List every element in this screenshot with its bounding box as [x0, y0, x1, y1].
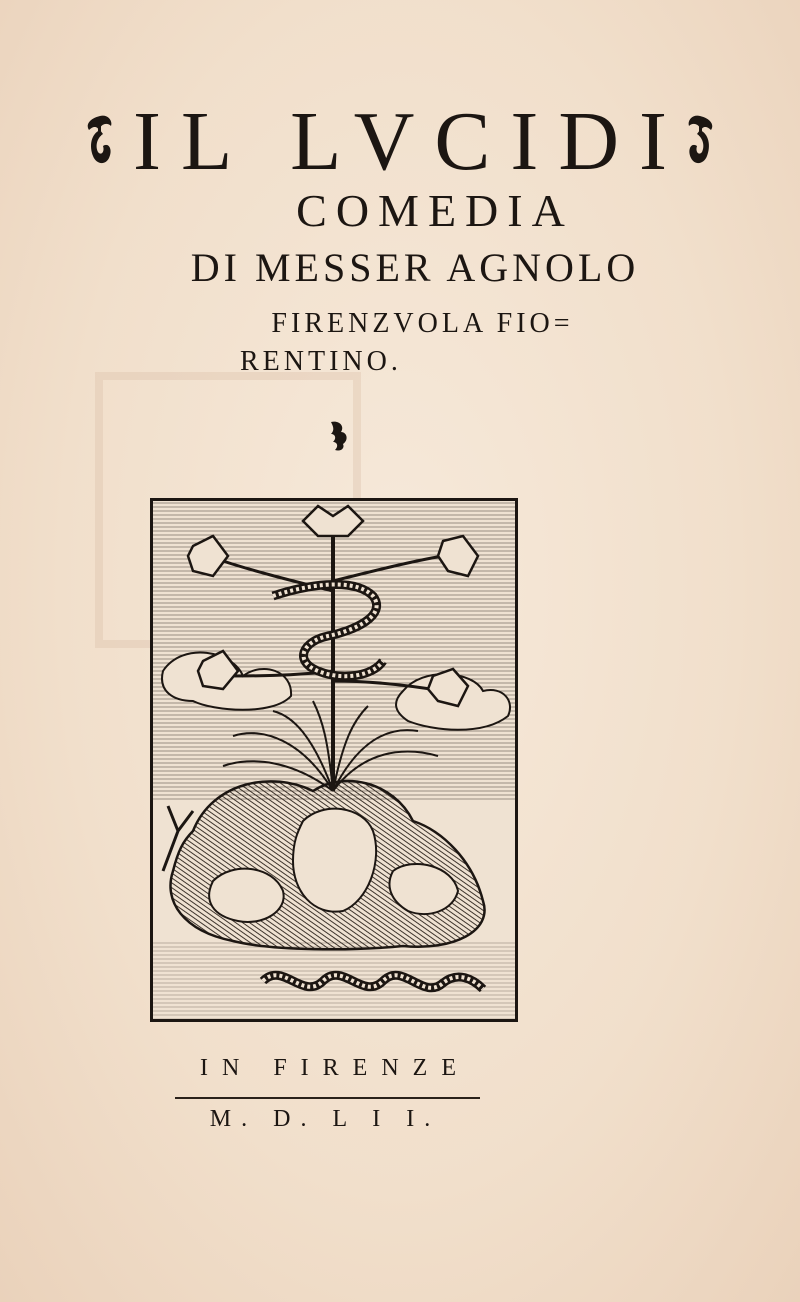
book-title: IL LVCIDI: [132, 95, 688, 188]
subtitle-surname: FIRENZVOLA FIO=: [271, 308, 574, 339]
subtitle-author: DI MESSER AGNOLO: [190, 245, 640, 290]
subtitle-origin: RENTINO.: [240, 346, 402, 377]
fleuron-icon: [681, 112, 719, 172]
leaf-ornament-icon: [325, 418, 351, 454]
imprint-place: IN FIRENZE: [200, 1055, 470, 1081]
title-row: [0, 95, 800, 188]
fleuron-icon: [81, 112, 119, 172]
serpent-and-plant-woodcut: [153, 501, 515, 1019]
subtitle-comedia: COMEDIA: [296, 185, 574, 236]
woodcut-illustration: [150, 498, 518, 1022]
imprint-date: M. D. L I I.: [209, 1106, 441, 1132]
imprint-rule: [175, 1097, 480, 1099]
